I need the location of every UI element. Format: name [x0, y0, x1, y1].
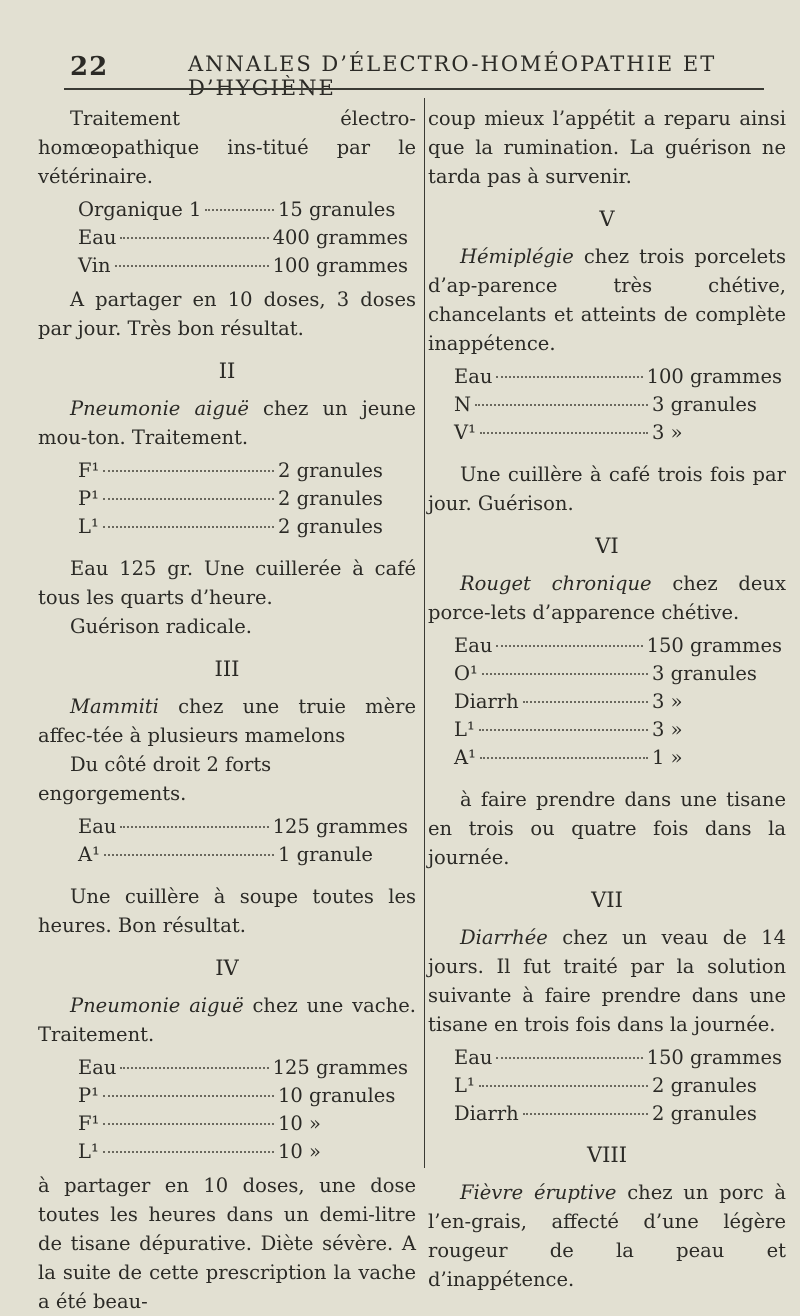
prescription-row: Organique 1 15 granules [78, 198, 396, 221]
prescription-row: L¹ 10 » [78, 1140, 321, 1163]
section-numeral: VI [595, 534, 619, 558]
prescription-6 [454, 631, 782, 771]
prescription-row: P¹ 2 granules [78, 487, 383, 510]
section-title: Diarrhée chez un veau de 14 jours. Il fut traité par la solution suivante à faire prendre dans une tisane en trois fois dans la journée. [428, 926, 786, 1036]
intro-paragraph: Traitement électro-homœopathique ins-titué par le vétérinaire. [38, 107, 416, 188]
prescription-4 [78, 1053, 408, 1165]
prescription-1 [78, 195, 408, 279]
prescription-row: Eau 150 grammes [454, 1046, 782, 1069]
prescription-row: F¹ 2 granules [78, 459, 383, 482]
paragraph: Une cuillère à soupe toutes les heures. Bon résultat. [38, 885, 416, 937]
prescription-3 [78, 812, 408, 868]
section-title: Fièvre éruptive chez un porc à l’en-grais, affecté d’une légère rougeur de la peau et d’inappétence. [428, 1181, 787, 1291]
journal-title: ANNALES D’ÉLECTRO-HOMÉOPATHIE ET D’HYGIÈNE [188, 52, 717, 100]
prescription-row: Eau 400 grammes [78, 226, 408, 249]
paragraph: Une cuillère à café trois fois par jour. Guérison. [428, 463, 786, 515]
paragraph: Eau 125 gr. Une cuillerée à café tous les quarts d’heure. [38, 557, 416, 609]
prescription-row: L¹ 2 granules [78, 515, 383, 538]
paragraph: Du côté droit 2 forts engorgements. [38, 753, 272, 805]
paragraph: Guérison radicale. [70, 615, 252, 638]
section-title: Mammiti chez une truie mère affec-tée à plusieurs mamelons [38, 695, 416, 747]
prescription-row: F¹ 10 » [78, 1112, 321, 1135]
section-numeral: II [218, 359, 236, 383]
prescription-row: A¹ 1 granule [78, 843, 373, 866]
prescription-7 [454, 1043, 782, 1127]
section-title: Hémiplégie chez trois porcelets d’ap-parence très chétive, chancelants et atteints de complète inappétence. [428, 245, 786, 355]
prescription-row: Eau 150 grammes [454, 634, 782, 657]
prescription-row: P¹ 10 granules [78, 1084, 396, 1107]
right-column [428, 104, 786, 1294]
page-number: 22 [70, 52, 109, 82]
paragraph: à partager en 10 doses, une dose toutes les heures dans un demi-litre de tisane dépurative. Diète sévère. A la suite de cette prescription la vache a été beau- [38, 1174, 416, 1313]
prescription-row: Eau 125 grammes [78, 1056, 408, 1079]
prescription-row: Vin 100 grammes [78, 254, 408, 277]
header-rule [64, 88, 764, 90]
prescription-row: L¹ 3 » [454, 718, 683, 741]
prescription-row: Eau 100 grammes [454, 365, 782, 388]
prescription-row: Eau 125 grammes [78, 815, 408, 838]
prescription-row: A¹ 1 » [454, 746, 683, 769]
prescription-row: O¹ 3 granules [454, 662, 757, 685]
prescription-row: L¹ 2 granules [454, 1074, 757, 1097]
paragraph: coup mieux l’appétit a reparu ainsi que la rumination. La guérison ne tarda pas à survenir. [428, 107, 786, 188]
column-divider [424, 98, 425, 1168]
section-title: Pneumonie aiguë chez un jeune mou-ton. Traitement. [38, 397, 416, 449]
prescription-row: V¹ 3 » [454, 421, 683, 444]
prescription-row: Diarrh 2 granules [454, 1102, 757, 1125]
section-title: Rouget chronique chez deux porce-lets d’apparence chétive. [428, 572, 786, 624]
section-numeral: III [214, 657, 240, 681]
prescription-row: Diarrh 3 » [454, 690, 683, 713]
section-numeral: V [599, 207, 615, 231]
prescription-2 [78, 456, 408, 540]
section-numeral: IV [215, 956, 239, 980]
prescription-row: N 3 granules [454, 393, 757, 416]
prescription-5 [454, 362, 782, 446]
paragraph: à faire prendre dans une tisane en trois ou quatre fois dans la journée. [428, 788, 786, 869]
paragraph: A partager en 10 doses, 3 doses par jour. Très bon résultat. [38, 288, 416, 340]
section-numeral: VII [591, 888, 623, 912]
section-title: Pneumonie aiguë chez une vache. Traitement. [38, 994, 416, 1046]
left-column [38, 104, 416, 1316]
section-numeral: VIII [586, 1143, 628, 1167]
